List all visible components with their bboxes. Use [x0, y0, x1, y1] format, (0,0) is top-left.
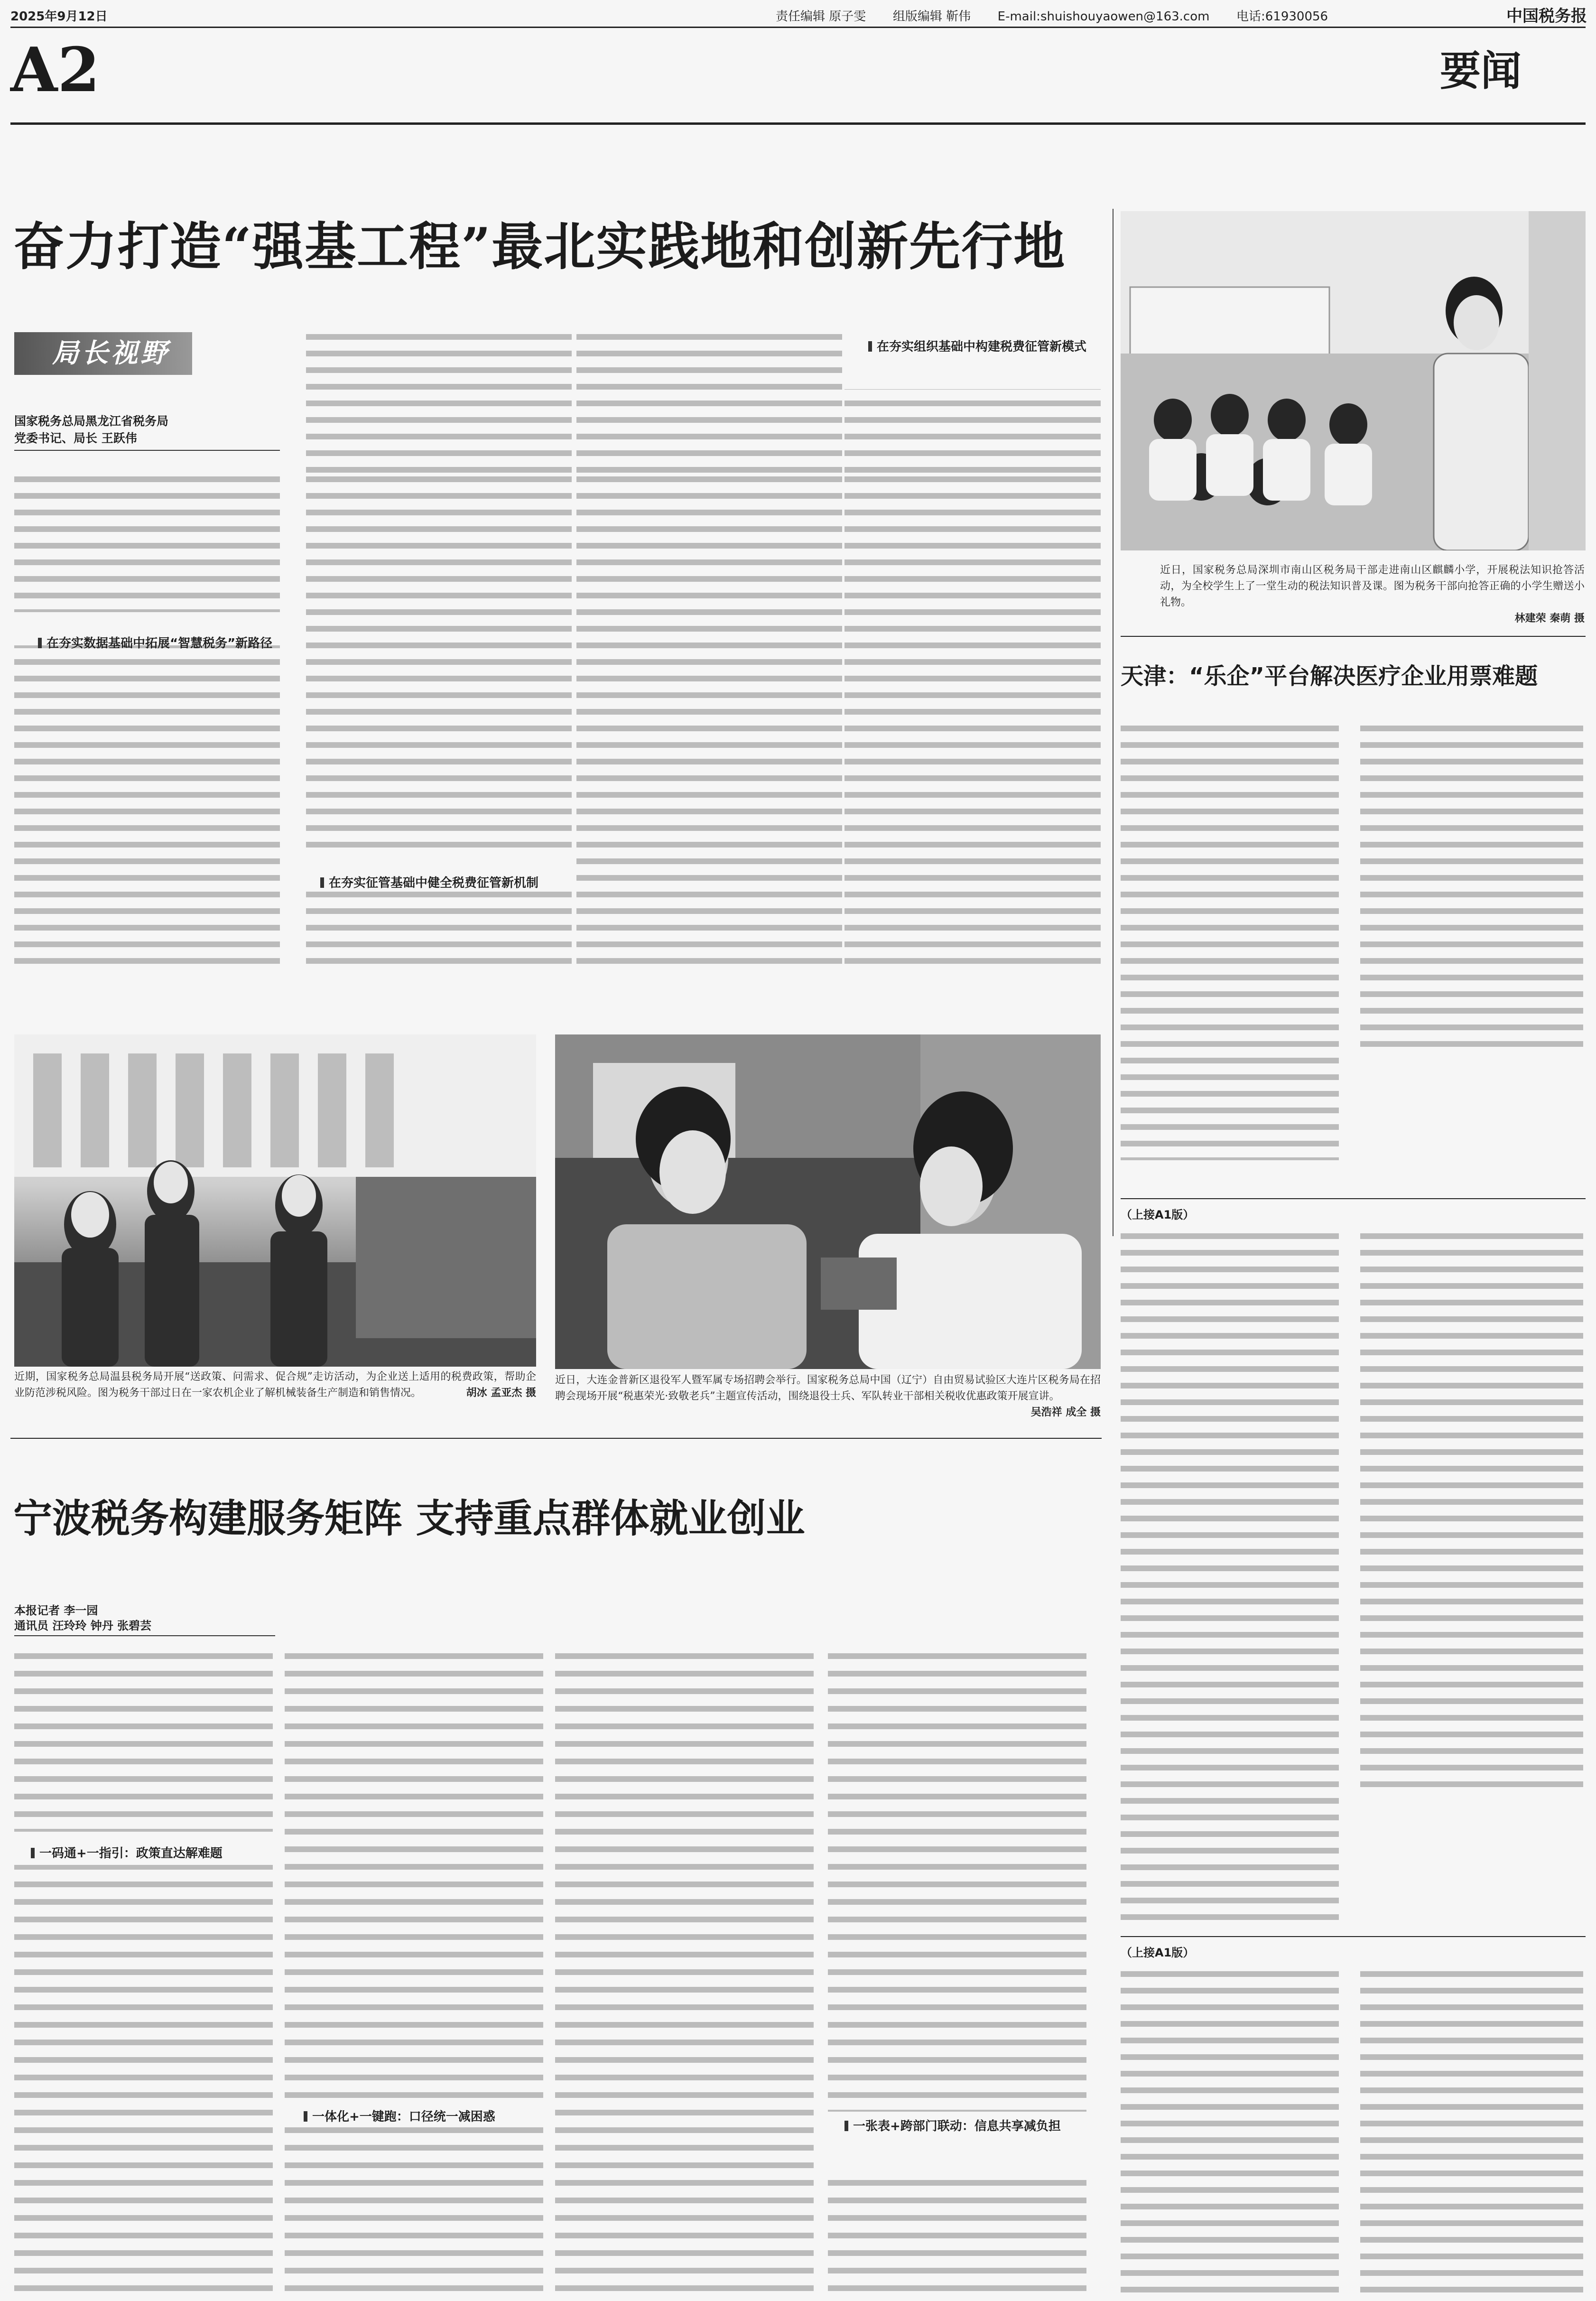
subhead-bar: [320, 877, 324, 888]
article3-subhead-3: 一张表+跨部门联动：信息共享减负担: [844, 2118, 1082, 2134]
article2-body-text: [1121, 719, 1586, 1193]
article3-byline: [14, 1603, 275, 1636]
layout-editor-label: 组版编辑: [892, 9, 942, 24]
photo2-caption-text: 近日，大连金普新区退役军人暨军属专场招聘会举行。国家税务总局中国（辽宁）自由贸易试验区大连片区税务局在招聘会现场开展“税惠荣光·致敬老兵”主题宣传活动，围绕退役士兵、军队转业干部相关税收优惠政策开展宣讲。: [555, 1374, 1101, 1402]
article3-body-text: [14, 1647, 1101, 2297]
right-divider-2: [1121, 1198, 1586, 1199]
email-value: shuishouyaowen@163.com: [1040, 9, 1210, 24]
right-divider-1: [1121, 636, 1586, 637]
photo2-credit: 吴浩祥 成全 摄: [1030, 1407, 1101, 1418]
photo3-caption: [1160, 562, 1585, 627]
article1-subhead-3: 在夯实组织基础中构建税费征管新模式: [868, 339, 1096, 355]
subhead-bar: [38, 638, 42, 648]
section-rule: [10, 122, 1586, 125]
byline-correspondents: 通讯员 汪玲玲 钟丹 张碧芸: [14, 1618, 275, 1636]
email-label: E-mail:: [997, 9, 1040, 24]
author-block: [14, 413, 280, 451]
photo2-caption: [555, 1372, 1101, 1421]
author-unit: 国家税务总局黑龙江省税务局: [14, 414, 169, 428]
masthead: 中国税务报: [1506, 7, 1587, 26]
header-editor: [776, 7, 1328, 24]
layout-editor-name: 靳伟: [946, 9, 971, 24]
photo1-credit: 胡冰 孟亚杰 摄: [466, 1387, 536, 1399]
subhead-bar: [31, 1848, 35, 1858]
photo-job-fair-tax-promotion: [555, 1034, 1101, 1369]
article3-subhead-2: 一体化+一键跑：口径统一减困惑: [304, 2109, 550, 2125]
article1-subhead-1: 在夯实数据基础中拓展“智慧税务”新路径: [38, 635, 275, 652]
photo3-image: [1121, 211, 1586, 550]
continued-text-2: [1121, 1965, 1586, 2297]
editor-label: 责任编辑: [776, 9, 826, 24]
photo1-caption: [14, 1369, 536, 1401]
editor-name: 原子雯: [829, 9, 866, 24]
article2-headline: 天津：“乐企”平台解决医疗企业用票难题: [1121, 663, 1538, 689]
continued-label-2: （上接A1版）: [1121, 1946, 1195, 1959]
article1-headline: 奋力打造“强基工程”最北实践地和创新先行地: [13, 217, 1066, 277]
photo3-credit: 林建荣 秦萌 摄: [1514, 613, 1585, 624]
article3-headline: 宁波税务构建服务矩阵 支持重点群体就业创业: [13, 1496, 805, 1541]
photo1-image: [14, 1034, 536, 1367]
article1-subhead-2: 在夯实征管基础中健全税费征管新机制: [320, 875, 557, 891]
column-tag-text: 局长视野: [52, 337, 170, 369]
photo2-image: [555, 1034, 1101, 1369]
continued-text-1: [1121, 1227, 1586, 1934]
byline-reporter: 本报记者 李一园: [14, 1604, 98, 1617]
section-title: 要闻: [1440, 47, 1522, 95]
right-divider-3: [1121, 1936, 1586, 1937]
header-date: 2025年9月12日: [10, 9, 108, 24]
photo-school-tax-quiz: [1121, 211, 1586, 550]
phone-value: 61930056: [1265, 9, 1328, 24]
phone-label: 电话:: [1236, 9, 1265, 24]
article1-upper-text: [306, 327, 1103, 479]
article1-body-text: [14, 470, 1101, 968]
author-title: 党委书记、局长 王跃伟: [14, 430, 280, 451]
continued-label-1: （上接A1版）: [1121, 1208, 1195, 1221]
article3-subhead-1: 一码通+一指引：政策直达解难题: [31, 1845, 278, 1862]
column-tag: [14, 332, 192, 375]
page-number: A2: [10, 35, 100, 106]
section-divider: [10, 1438, 1102, 1439]
photo-tax-officers-factory: [14, 1034, 536, 1367]
photo1-caption-text: 近期，国家税务总局温县税务局开展“送政策、问需求、促合规”走访活动，为企业送上适用的税费政策，帮助企业防范涉税风险。图为税务干部过日在一家农机企业了解机械装备生产制造和销售情况。: [14, 1371, 536, 1399]
header-rule: [10, 27, 1586, 28]
photo3-caption-text: 近日，国家税务总局深圳市南山区税务局干部走进南山区麒麟小学，开展税法知识抢答活动，为全校学生上了一堂生动的税法知识普及课。图为税务干部向抢答正确的小学生赠送小礼物。: [1160, 564, 1585, 608]
subhead-bar: [304, 2111, 307, 2122]
subhead-bar: [844, 2121, 848, 2131]
